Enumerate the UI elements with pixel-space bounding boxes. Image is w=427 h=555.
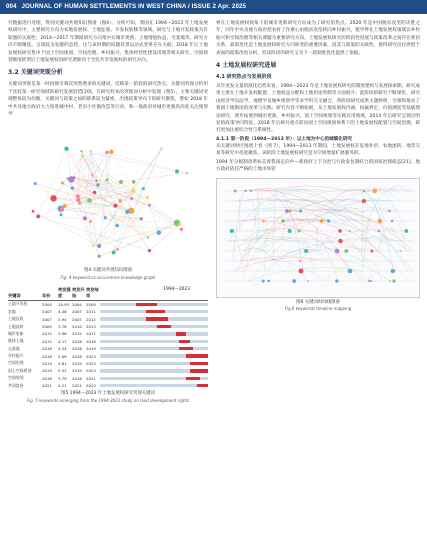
page-number: 004 (6, 3, 17, 10)
network-edge (38, 217, 177, 223)
burst-strength: 3.79 (58, 375, 67, 381)
network-node (80, 150, 82, 152)
timeline-node (370, 249, 373, 252)
burst-row (8, 352, 208, 359)
column-begin: 突发开始 (72, 286, 85, 298)
network-node (87, 199, 91, 203)
burst-keywords-table (8, 287, 208, 390)
timeline-node (378, 218, 383, 223)
timeline-node (267, 279, 269, 281)
timeline-link (366, 189, 406, 231)
network-edge (99, 152, 111, 246)
timeline-node (335, 248, 340, 253)
burst-active-span (176, 332, 187, 335)
journal-header (0, 0, 427, 14)
timeline-node (344, 249, 348, 253)
burst-timeline-bar (100, 332, 208, 335)
timeline-node (299, 209, 302, 212)
left-column (8, 20, 208, 404)
timeline-node (299, 260, 301, 262)
burst-timeline-bar (100, 362, 208, 365)
burst-active-span (190, 369, 208, 372)
timeline-node (338, 229, 341, 232)
burst-strength: 4.21 (58, 383, 67, 389)
burst-begin: 2010 (72, 324, 82, 330)
burst-row (8, 345, 208, 352)
timeline-node (338, 238, 342, 242)
burst-year-range: 1994—2023 (163, 286, 190, 292)
network-node (98, 255, 101, 258)
timeline-node (348, 268, 353, 273)
network-node (175, 170, 179, 174)
timeline-node (288, 229, 292, 233)
network-node (178, 223, 181, 226)
right-paragraph-1: 界在土地发展权视角下的城市更新研究方向成为了研究的热点。2020 年是中国脱贫攻坚的决胜之年，同年中央及地方政府把农村工作重心由脱贫攻坚转向乡村振兴，使学界在土地发展权领域以乡村振兴和空间治理等相关课题为重要研究方向。土地发展权研究的阶段性进展与政策改革之间存在密切关系，政策变化是土地发展权研究方向转变的重要因素，因其与政策的关联性，使得研究仅仅停留于表面的政策改进分析，但该阶段的研究又为下一轮制度优化提供了依据。 (216, 21, 420, 56)
timeline-link (339, 199, 407, 250)
timeline-node (363, 190, 365, 192)
timeline-node (335, 279, 338, 282)
burst-year: 2004 (42, 301, 52, 307)
timeline-node (327, 219, 330, 222)
burst-begin: 2007 (72, 309, 82, 315)
network-edge (90, 175, 93, 201)
burst-end: 2013 (86, 324, 96, 330)
network-node (50, 196, 56, 202)
burst-end: 2009 (86, 301, 96, 307)
network-edge (99, 225, 180, 257)
timeline-node (392, 279, 395, 282)
network-node (81, 155, 84, 158)
timeline-node (250, 189, 252, 191)
burst-end: 2023 (86, 383, 96, 389)
timeline-node (299, 268, 304, 273)
journal-title: JOURNAL OF HUMAN SETTLEMENTS IN WEST CHINA / ISSUE 2 Apr. 2025 (21, 3, 247, 10)
burst-rows (8, 301, 208, 390)
burst-keyword: 集体土地 (8, 338, 24, 344)
network-node (97, 244, 101, 248)
timeline-node (362, 199, 366, 203)
burst-end: 2023 (86, 368, 96, 374)
figure-6-caption-en: Fig.6 keywords timeline mapping (284, 305, 352, 311)
burst-keyword: 宅基地 (8, 345, 20, 351)
burst-timeline-bar (100, 377, 208, 380)
network-node (34, 183, 37, 186)
network-node (61, 182, 64, 185)
right-paragraph-3: 从关键词时区图谱上看（图 7），1994—2013 年期间，土地发展权在征地补偿、农地流转、地票交易等研究中高度聚焦，该阶段土地发展权研究是为空间增量扩展服务的。 (216, 143, 420, 157)
burst-active-span (146, 317, 168, 320)
network-node (73, 177, 75, 179)
burst-keyword: 农地 (8, 308, 16, 314)
burst-begin: 2007 (72, 316, 82, 322)
burst-begin: 2019 (72, 368, 82, 374)
burst-keyword: 土地征收 (8, 316, 24, 322)
burst-begin: 2018 (72, 353, 82, 359)
burst-active-span (190, 362, 208, 365)
network-node (93, 191, 97, 195)
burst-strength: 3.96 (58, 331, 67, 337)
network-node (71, 187, 74, 190)
burst-begin: 2015 (72, 331, 82, 337)
figure-5-caption: 图5 1994—2023 年土地发展权研究突现关键词 (61, 391, 155, 397)
timeline-node (320, 219, 324, 223)
burst-row (8, 367, 208, 374)
burst-end: 2023 (86, 353, 96, 359)
burst-begin: 2021 (72, 383, 82, 389)
network-node (180, 228, 183, 231)
burst-timeline-bar (100, 310, 208, 313)
timeline-link (240, 258, 325, 281)
burst-row (8, 323, 208, 330)
burst-keyword: 共同富裕 (8, 382, 24, 388)
timeline-node (292, 279, 296, 283)
right-column (216, 20, 420, 312)
timeline-link (262, 209, 299, 251)
burst-active-span (157, 325, 171, 328)
burst-row (8, 338, 208, 345)
network-node (104, 217, 107, 220)
right-paragraph-2: 从年度发文量的演化趋势来看，1994—2023 年是土地发展权研究的制度建构与发展探索期，研究成果主要在土地开发权配置、土地收益分配和土地用途管制等方面展开；此阶段的研究不断深化，研究由经济学向法学、地理学及城乡规划学等多学科交叉融合，各阶段研究成果主题鲜明，引领和推动了我国土地制度的改革与实践；研究内容不断拓展，从土地发展权内涵、权属界定、价值测度等基础理论研究，逐步拓展到城市更新、乡村振兴、国土空间规划等实践应用领域，2014 年后研究呈现出明显的政策导向特征。2018 年后研究重点转向国土空间规划体系下的土地发展权配置与空间治理，研究更加注重综合性与系统性。 (216, 84, 421, 134)
burst-timeline-bar (100, 325, 208, 328)
timeline-node (389, 280, 391, 282)
timeline-node (378, 229, 380, 231)
figure-6-caption: 图6 关键词时间线图谱 (296, 299, 340, 305)
network-node (60, 208, 64, 212)
figure-5-caption-en: Fig. 5 keywords emerging from the 1994-2023 study on land development rights (26, 397, 190, 403)
burst-active-span (186, 377, 200, 380)
column-strength: 突发强度 (58, 286, 71, 298)
burst-year: 2009 (42, 324, 52, 330)
timeline-node (262, 279, 265, 282)
timeline-node (234, 189, 237, 192)
burst-year: 2015 (42, 338, 52, 344)
burst-strength: 3.78 (58, 324, 67, 330)
network-node (89, 150, 92, 153)
network-node (32, 210, 35, 213)
network-edge (93, 212, 127, 246)
keyword-timeline-graph (217, 179, 421, 299)
timeline-link (257, 187, 273, 200)
timeline-link (357, 276, 369, 281)
burst-year: 2007 (42, 316, 52, 322)
burst-end: 2023 (86, 360, 96, 366)
burst-active-span (179, 340, 190, 343)
burst-year: 2018 (42, 375, 52, 381)
section-heading-4: 4 土地发展权研究进展 (216, 62, 277, 70)
burst-keyword: 空间治理 (8, 360, 24, 366)
burst-year: 2019 (42, 368, 52, 374)
burst-keyword: 国土空间规划 (8, 367, 32, 373)
burst-keyword: 土地流转 (8, 323, 24, 329)
burst-strength: 4.34 (58, 346, 67, 352)
timeline-node (399, 250, 401, 252)
burst-timeline-bar (100, 347, 208, 350)
burst-strength: 3.94 (58, 316, 67, 322)
timeline-node (373, 188, 377, 192)
burst-keyword: 乡村振兴 (8, 353, 24, 359)
timeline-node (349, 230, 351, 232)
burst-year: 2015 (42, 331, 52, 337)
left-paragraph-1: 究数据进行处理，得到关键词共现知识图谱（图4）。分析可知，我国在 1994—2023 年土地发展权研究中，主要研究方向为农地发展权、土地征收、开发权转移等领域。研究与土地开发政策具有较强的关联性；2014—2017 年期间研究方向集中在城市更新、土地增值收益、宅基地等，研究方向不断聚焦，呈现较为发散的态势，这与该时期的问题背景运动式变革存在关联；2018 年后土地发展权研究集中于国土空间规划、空间治理、乡村振兴、集体经营性建设用地等相关研究，空间规划制度转型后土地发展权的研究逐渐向于全民共享发展权的研究方向。 (8, 21, 208, 64)
keyword-network-figure (8, 122, 208, 268)
timeline-node (370, 279, 372, 281)
network-node (91, 174, 93, 176)
network-node (130, 198, 133, 201)
network-node (140, 218, 143, 221)
burst-begin: 2018 (72, 375, 82, 381)
timeline-node (388, 209, 390, 211)
network-node (114, 204, 118, 208)
burst-row (8, 301, 208, 308)
network-node (132, 181, 136, 185)
network-edge (99, 201, 120, 246)
network-node (142, 188, 145, 191)
timeline-node (230, 229, 234, 233)
right-paragraph-4: 1994 年分税制改革标志着我国走向中—新政府上下分治与行政发包制结合的国家治理稳态[21]。地方政府依托严格的土地市场管 (216, 159, 420, 173)
timeline-node (262, 219, 265, 222)
network-node (92, 245, 94, 247)
burst-active-span (186, 354, 208, 357)
burst-strength: 4.46 (58, 309, 67, 315)
network-node (106, 179, 109, 182)
burst-row (8, 315, 208, 322)
burst-strength: 4.81 (58, 360, 67, 366)
network-node (148, 204, 151, 207)
network-node (63, 204, 67, 208)
burst-active-span (179, 347, 193, 350)
burst-end: 2021 (86, 375, 96, 381)
burst-strength: 4.17 (58, 338, 67, 344)
network-node (186, 173, 188, 175)
network-node (132, 189, 136, 193)
burst-year: 2019 (42, 360, 52, 366)
network-node (78, 202, 81, 205)
section-heading-4-1: 4.1 研究热点与发展阶段 (216, 74, 272, 81)
burst-year: 2007 (42, 309, 52, 315)
timeline-node (391, 268, 395, 272)
figure-4-caption: 图4 关键词共现知识图谱 (83, 268, 133, 274)
network-edge (134, 149, 162, 191)
burst-timeline-bar (100, 354, 208, 357)
network-node (76, 195, 80, 199)
network-node (95, 180, 97, 182)
burst-end: 2018 (86, 338, 96, 344)
network-node (146, 196, 149, 199)
left-paragraph-2: 关键词突现是某一时段被引频次突然增多的关键词，反映某一阶段的研究热点，关键词突现分析用于比较某一研究领域的研究发展趋势[20]。在研究样本的突现词分析中发现（图5），主要关键词突现整体较为均衡，关键词与政策之间的联系较为紧密，出现政策导向下的研究聚焦，譬如 2018 年中共及地方政府大力推进城中村、老旧小区微改造等行动，和一地政府对城市更新的高度关注使得学 (8, 82, 208, 118)
timeline-link (327, 267, 351, 280)
burst-end: 2017 (86, 331, 96, 337)
network-node (118, 200, 122, 204)
burst-active-span (197, 384, 208, 387)
burst-end: 2019 (86, 346, 96, 352)
network-node (115, 224, 119, 228)
network-node (96, 184, 99, 187)
burst-year: 2016 (42, 346, 52, 352)
figure-4-caption-en: Fig. 4 keyword co-occurrence knowledge graph (60, 274, 156, 280)
burst-timeline-bar (100, 340, 208, 343)
burst-year: 2021 (42, 383, 52, 389)
network-node (125, 210, 129, 214)
burst-row (8, 375, 208, 382)
network-node (116, 249, 119, 252)
timeline-node (368, 280, 370, 282)
network-node (119, 180, 123, 184)
burst-strength: 5.08 (58, 353, 67, 359)
burst-end: 2011 (86, 309, 96, 315)
network-node (83, 217, 87, 221)
network-node (109, 150, 114, 155)
burst-timeline-bar (100, 384, 208, 387)
column-year: 年份 (42, 292, 51, 298)
network-node (36, 215, 40, 219)
burst-row (8, 330, 208, 337)
burst-begin: 2016 (72, 346, 82, 352)
burst-row (8, 382, 208, 389)
timeline-node (289, 209, 292, 212)
column-keyword: 关键词 (8, 292, 21, 298)
burst-active-span (146, 310, 164, 313)
network-node (112, 251, 116, 255)
timeline-node (391, 219, 394, 222)
section-heading-4-1-1: 4.1.1 第一阶段（1994—2013 年）：以土地为中心的城镇化研究 (216, 136, 353, 142)
network-node (76, 198, 80, 202)
network-node (66, 178, 68, 180)
network-node (147, 237, 149, 239)
burst-row (8, 360, 208, 367)
burst-begin: 2004 (72, 301, 82, 307)
column-end: 突发结束 (86, 286, 99, 298)
timeline-node (304, 248, 308, 252)
network-node (89, 220, 92, 223)
network-node (64, 147, 68, 151)
burst-begin: 2019 (72, 360, 82, 366)
burst-keyword: 土地开发权 (8, 301, 28, 307)
burst-timeline-bar (100, 303, 208, 306)
timeline-link (301, 219, 373, 270)
network-node (105, 151, 108, 154)
network-node (60, 214, 63, 217)
burst-year: 2018 (42, 353, 52, 359)
network-node (160, 148, 162, 150)
timeline-node (307, 280, 309, 282)
burst-timeline-bar (100, 317, 208, 320)
burst-keyword: 空间规划 (8, 375, 24, 381)
network-node (157, 231, 162, 236)
burst-begin: 2016 (72, 338, 82, 344)
network-node (148, 249, 151, 252)
burst-timeline-bar (100, 369, 208, 372)
timeline-link (249, 267, 363, 280)
timeline-link (224, 219, 244, 280)
timeline-node (285, 209, 289, 213)
burst-row (8, 308, 208, 315)
burst-active-span (136, 303, 158, 306)
timeline-node (298, 229, 301, 232)
burst-end: 2012 (86, 316, 96, 322)
network-edge (111, 152, 133, 191)
keyword-network-graph (8, 122, 208, 268)
section-heading-3-2: 3.2 关键词突现分析 (8, 69, 63, 77)
keyword-timeline-figure (216, 178, 420, 298)
network-edge (107, 153, 187, 174)
timeline-node (245, 190, 247, 192)
timeline-node (404, 229, 408, 233)
burst-strength: 10.95 (58, 301, 70, 307)
burst-strength: 5.53 (58, 368, 67, 374)
timeline-node (281, 219, 285, 223)
burst-keyword: 城市更新 (8, 330, 24, 336)
